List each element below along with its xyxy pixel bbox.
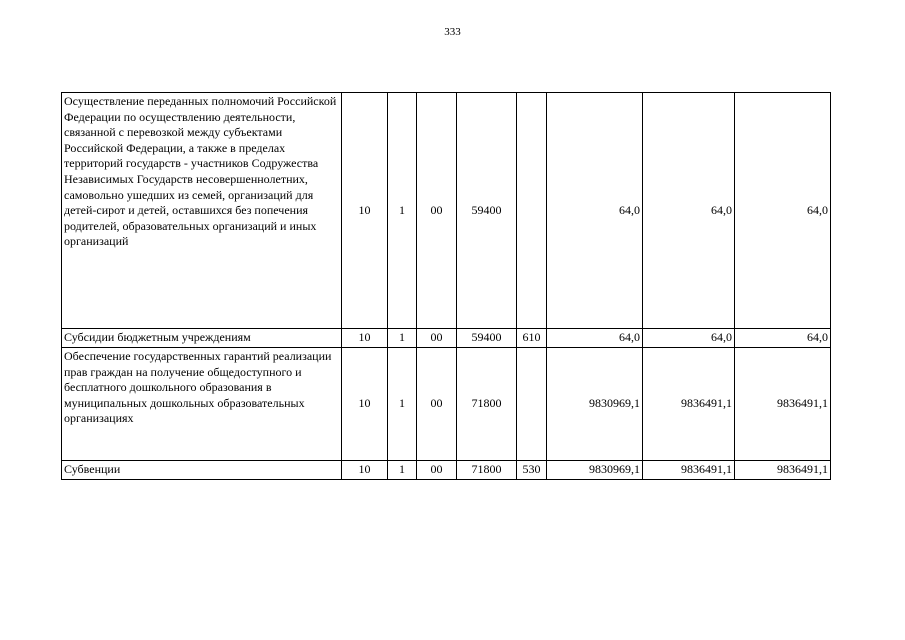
program-cell: 00 — [417, 461, 457, 480]
code-cell: 71800 — [457, 461, 517, 480]
year2-amount-cell: 9836491,1 — [643, 348, 735, 461]
page-number: 333 — [444, 26, 461, 38]
section-cell: 10 — [342, 329, 388, 348]
program-cell: 00 — [417, 329, 457, 348]
table-row — [62, 461, 831, 480]
row-description-text: Осуществление переданных полномочий Российской Федерации по осуществлению деятельности, связанной с перевозкой между субъектами Российской Федерации, а также в пределах территорий государств - участников Содружества Независимых Государств несовершеннолетних, самовольно ушедших из семей, организаций для детей-сирот и детей, оставшихся без попечения родителей, образовательных организаций и иных организаций — [64, 94, 337, 249]
table-row — [62, 329, 831, 348]
code-cell: 59400 — [457, 329, 517, 348]
year2-amount-cell: 9836491,1 — [643, 461, 735, 480]
expense-type-cell — [517, 348, 547, 461]
program-cell: 00 — [417, 93, 457, 329]
section-cell: 10 — [342, 348, 388, 461]
year1-amount-cell: 64,0 — [547, 329, 643, 348]
row-description: Субсидии бюджетным учреждениям — [62, 329, 342, 348]
row-description — [62, 93, 342, 329]
table-row — [62, 93, 831, 329]
expense-type-cell: 530 — [517, 461, 547, 480]
table-row — [62, 348, 831, 461]
code-cell: 71800 — [457, 348, 517, 461]
year2-amount-cell: 64,0 — [643, 329, 735, 348]
year3-amount-cell: 64,0 — [735, 93, 831, 329]
subsection-cell: 1 — [388, 461, 417, 480]
code-cell: 59400 — [457, 93, 517, 329]
budget-table — [61, 92, 831, 480]
year3-amount-cell: 9836491,1 — [735, 461, 831, 480]
year1-amount-cell: 9830969,1 — [547, 348, 643, 461]
expense-type-cell — [517, 93, 547, 329]
program-cell: 00 — [417, 348, 457, 461]
year3-amount-cell: 9836491,1 — [735, 348, 831, 461]
year3-amount-cell: 64,0 — [735, 329, 831, 348]
expense-type-cell: 610 — [517, 329, 547, 348]
subsection-cell: 1 — [388, 329, 417, 348]
year1-amount-cell: 9830969,1 — [547, 461, 643, 480]
subsection-cell: 1 — [388, 93, 417, 329]
section-cell: 10 — [342, 461, 388, 480]
year1-amount-cell: 64,0 — [547, 93, 643, 329]
row-description: Обеспечение государственных гарантий реализации прав граждан на получение общедоступного и бесплатного дошкольного образования в муниципальных дошкольных образовательных организациях — [62, 348, 342, 461]
year2-amount-cell: 64,0 — [643, 93, 735, 329]
subsection-cell: 1 — [388, 348, 417, 461]
row-description: Субвенции — [62, 461, 342, 480]
section-cell: 10 — [342, 93, 388, 329]
